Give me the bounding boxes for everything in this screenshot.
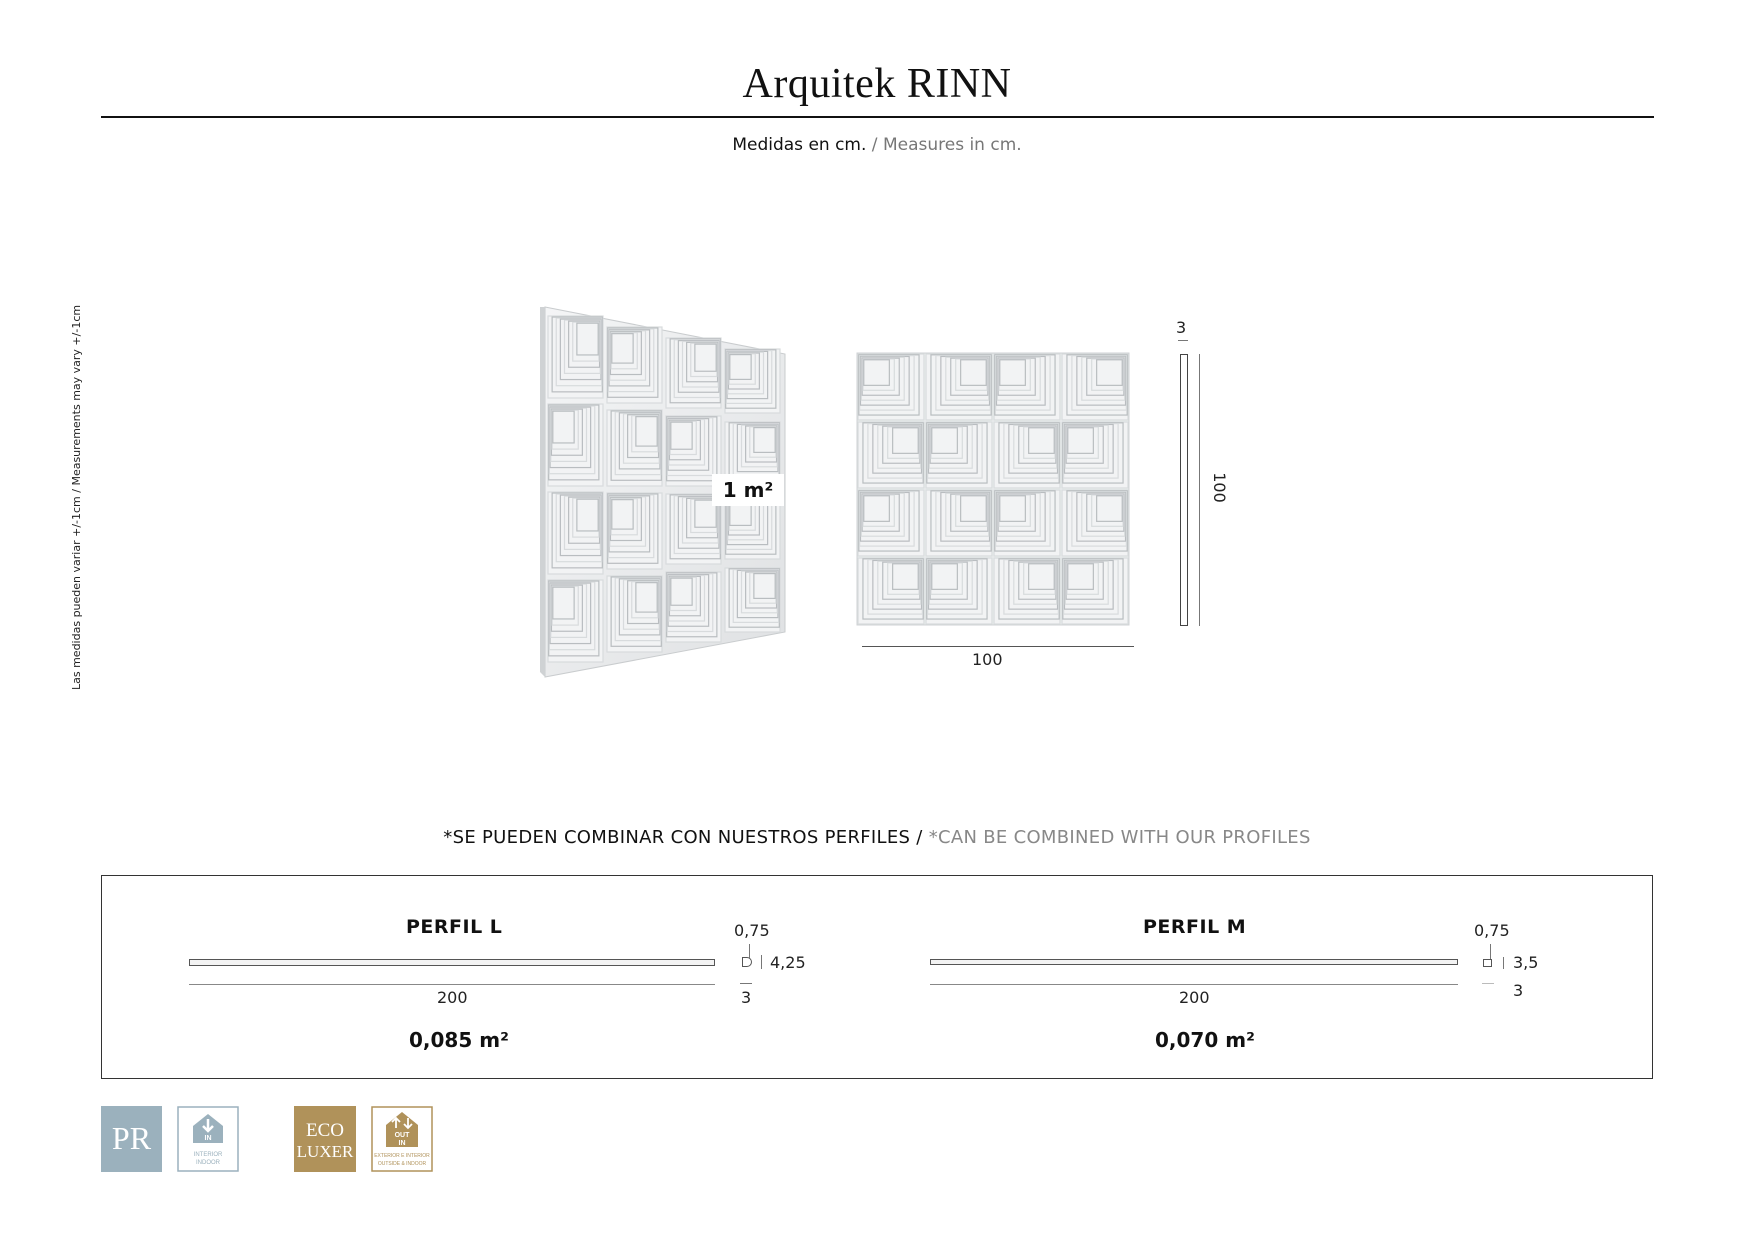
height-dimension-line [1199,354,1200,626]
outdoor-badge-graphic [371,1106,433,1172]
svg-text:LUXER: LUXER [296,1142,354,1161]
profile-m-name: PERFIL M [1143,916,1247,938]
profile-l-section-line [749,944,750,958]
interior-badge [177,1106,239,1172]
profile-m-area: 0,070 m² [1155,1028,1255,1052]
panel-front-image [856,352,1136,627]
eco-luxer-badge-graphic [294,1106,356,1172]
profile-l-height: 4,25 [770,953,806,972]
title-divider [101,116,1654,118]
svg-text:OUT: OUT [394,1132,410,1139]
profile-l-length-line [189,984,715,985]
pyramid-tile [725,568,780,632]
width-dimension-line [862,646,1134,647]
panel-area-label: 1 m² [712,474,784,506]
profile-l-length: 200 [437,988,468,1007]
pyramid-tile [548,404,603,486]
pyramid-tile [607,410,662,486]
profiles-box [101,875,1653,1079]
pyramid-tile [926,558,992,624]
profile-m-section-line [1490,944,1491,959]
tolerance-note: Las medidas pueden variar +/-1cm / Measurements may vary +/-1cm [70,304,83,690]
combine-note [0,827,1754,848]
depth-dimension-line [1178,340,1188,341]
pyramid-tile [548,580,603,662]
profile-m-thickness: 0,75 [1474,921,1510,940]
pyramid-tile [994,422,1060,488]
profile-m-depth-line [1482,983,1494,984]
profile-l-depth-line [740,983,752,984]
profile-l-section-icon [742,957,752,967]
profile-m-length: 200 [1179,988,1210,1007]
svg-text:PR: PR [111,1120,152,1156]
pyramid-tile [994,490,1060,556]
pr-badge [101,1106,162,1172]
pr-badge-graphic [101,1106,162,1172]
pyramid-tile [858,558,924,624]
pyramid-tile [1062,558,1128,624]
pyramid-tile [994,558,1060,624]
panel-width-label: 100 [972,650,1003,669]
measures-note [0,135,1754,155]
svg-text:IN: IN [398,1140,406,1147]
panel-depth-label: 3 [1176,318,1187,337]
profile-l-area: 0,085 m² [409,1028,509,1052]
pyramid-tile [607,327,662,403]
pyramid-tile [607,493,662,569]
svg-text:ECO: ECO [306,1120,344,1141]
pyramid-tile [548,492,603,574]
combine-en: *CAN BE COMBINED WITH OUR PROFILES [928,827,1311,848]
profile-l-name: PERFIL L [406,916,503,938]
pyramid-tile [666,572,721,642]
svg-text:INTERIOR: INTERIOR [193,1152,223,1158]
pyramid-tile [994,354,1060,420]
measures-es: Medidas en cm. [732,135,867,155]
svg-text:INDOOR: INDOOR [196,1160,220,1166]
svg-text:OUTSIDE & INDOOR: OUTSIDE & INDOOR [377,1161,427,1167]
profile-m-bar [930,959,1458,965]
profile-m-section-icon [1483,959,1492,967]
profile-m-height: 3,5 [1513,953,1539,972]
pyramid-tile [1062,422,1128,488]
profile-m-height-line [1503,957,1504,969]
eco-luxer-badge [294,1106,356,1172]
svg-text:IN: IN [204,1135,212,1142]
measures-sep: / [866,135,883,155]
pyramid-tile [548,316,603,398]
pyramid-tile [926,490,992,556]
interior-badge-graphic [177,1106,239,1172]
profile-l-depth: 3 [741,988,752,1007]
profile-m-depth: 3 [1513,981,1524,1000]
pyramid-tile [607,576,662,652]
profile-l-thickness: 0,75 [734,921,770,940]
measures-en: Measures in cm. [882,135,1022,155]
pyramid-tile [858,490,924,556]
pyramid-tile [858,354,924,420]
pyramid-tile [666,338,721,408]
combine-es: *SE PUEDEN COMBINAR CON NUESTROS PERFILES / [443,827,929,848]
profile-l-bar [189,959,715,966]
pyramid-tile [1062,490,1128,556]
pyramid-tile [926,354,992,420]
outdoor-badge [371,1106,433,1172]
profile-m-length-line [930,984,1458,985]
pyramid-tile [725,349,780,413]
page-title: Arquitek RINN [742,61,1012,107]
pyramid-tile [1062,354,1128,420]
panel-height-label: 100 [1209,472,1229,503]
panel-side-profile [1180,354,1188,626]
pyramid-tile [858,422,924,488]
pyramid-tile [926,422,992,488]
profile-l-height-line [761,955,762,969]
svg-text:EXTERIOR E INTERIOR: EXTERIOR E INTERIOR [374,1153,430,1159]
